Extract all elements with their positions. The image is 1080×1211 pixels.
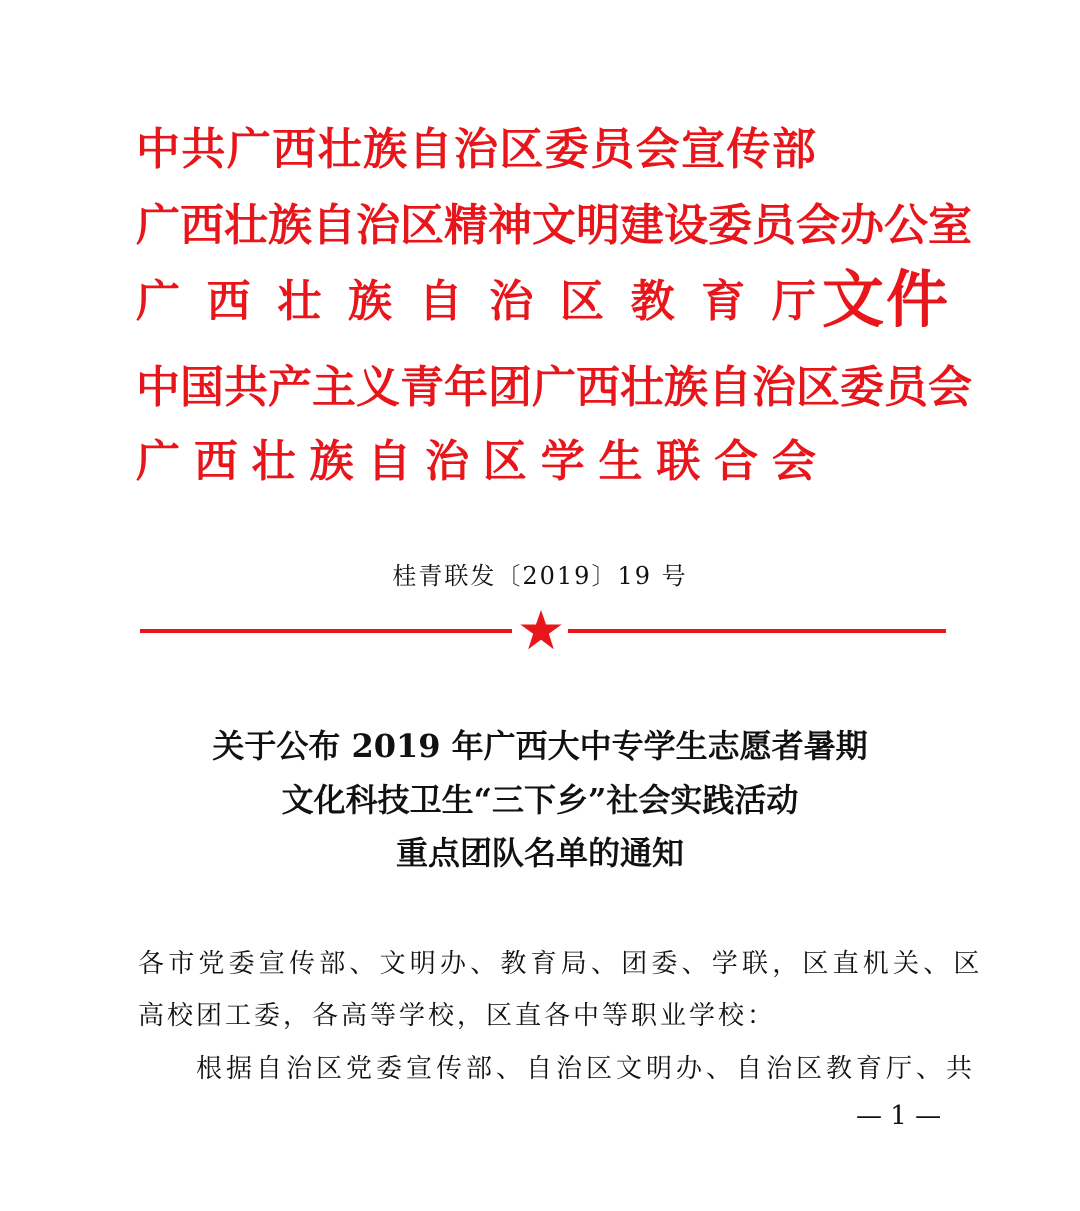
issuer-char: 国: [180, 362, 224, 413]
issuer-char: 自: [312, 200, 356, 251]
issuer-char: 员: [590, 124, 635, 175]
issuer-char: 明: [576, 200, 620, 251]
issuer-char: 西: [576, 362, 620, 413]
issuer-char: 族: [347, 276, 392, 327]
notice-title-line: 重点团队名单的通知: [395, 834, 684, 872]
issuer-line-civilization-office: [136, 196, 972, 256]
issuer-char: 族: [664, 362, 708, 413]
issuer-char: 义: [356, 362, 400, 413]
issuer-char: 广: [136, 436, 180, 487]
issuer-char: 室: [928, 200, 972, 251]
issuer-char: 自: [418, 276, 463, 327]
issuer-char: 治: [489, 276, 534, 327]
issuer-char: 教: [630, 276, 675, 327]
issuer-line-publicity-dept: [136, 120, 816, 180]
issuer-char: 壮: [317, 124, 362, 175]
issuer-char: 西: [193, 436, 238, 487]
recipients-line: 各市党委宣传部、文明办、教育局、团委、学联，区直机关、区: [138, 949, 984, 979]
issuer-char: 区: [482, 436, 527, 487]
issuer-char: 广: [136, 200, 180, 251]
issuer-char: 会: [928, 362, 972, 413]
issuer-line-education-dept: [136, 272, 816, 332]
issuer-char: 广: [136, 276, 180, 327]
document-word: 文件: [822, 263, 951, 336]
issuer-char: 壮: [620, 362, 664, 413]
issuer-char: 区: [400, 200, 444, 251]
issuer-char: 合: [714, 436, 759, 487]
issuer-char: 会: [635, 124, 680, 175]
issuer-char: 治: [425, 436, 470, 487]
issuer-char: 委: [544, 124, 589, 175]
issuer-char: 育: [701, 276, 746, 327]
issuer-char: 办: [840, 200, 884, 251]
issuer-char: 建: [620, 200, 664, 251]
issuer-line-student-union: [136, 432, 816, 492]
issuer-char: 设: [664, 200, 708, 251]
issuer-char: 治: [356, 200, 400, 251]
issuer-char: 壮: [251, 436, 296, 487]
issuer-char: 自: [367, 436, 412, 487]
issuer-char: 治: [453, 124, 498, 175]
notice-title-line: 关于公布 2019 年广西大中专学生志愿者暑期: [212, 727, 868, 765]
issuer-char: 自: [408, 124, 453, 175]
issuer-char: 联: [656, 436, 701, 487]
issuer-char: 会: [771, 436, 816, 487]
issuer-char: 区: [796, 362, 840, 413]
issuer-char: 神: [488, 200, 532, 251]
document-number: 桂青联发〔2019〕19 号: [392, 562, 688, 590]
issuer-char: 壮: [277, 276, 322, 327]
issuer-char: 员: [884, 362, 928, 413]
notice-title-line: 文化科技卫生“三下乡”社会实践活动: [281, 781, 799, 819]
issuer-char: 共: [181, 124, 226, 175]
issuer-char: 自: [708, 362, 752, 413]
issuer-char: 西: [180, 200, 224, 251]
issuer-char: 文: [532, 200, 576, 251]
issuer-char: 族: [309, 436, 354, 487]
issuer-char: 广: [532, 362, 576, 413]
recipients-line: 高校团工委，各高等学校，区直各中等职业学校：: [138, 1001, 777, 1031]
issuer-line-youth-league: [136, 358, 972, 418]
red-rule-left: [140, 629, 512, 633]
issuer-char: 区: [499, 124, 544, 175]
issuer-char: 员: [752, 200, 796, 251]
issuer-char: 宣: [681, 124, 726, 175]
red-rule-right: [568, 629, 946, 633]
issuer-char: 族: [363, 124, 408, 175]
issuer-char: 会: [796, 200, 840, 251]
issuer-char: 西: [206, 276, 251, 327]
issuer-char: 厅: [771, 276, 816, 327]
issuer-char: 壮: [224, 200, 268, 251]
page-number: — 1 —: [856, 1101, 942, 1131]
issuer-char: 治: [752, 362, 796, 413]
issuer-char: 广: [226, 124, 271, 175]
issuer-char: 青: [400, 362, 444, 413]
issuer-char: 精: [444, 200, 488, 251]
issuer-char: 族: [268, 200, 312, 251]
issuer-char: 中: [136, 124, 180, 175]
issuer-char: 部: [771, 124, 816, 175]
issuer-char: 共: [224, 362, 268, 413]
issuer-char: 生: [598, 436, 643, 487]
issuer-char: 委: [840, 362, 884, 413]
issuer-char: 西: [272, 124, 317, 175]
star-icon: [518, 608, 564, 654]
issuer-char: 委: [708, 200, 752, 251]
issuer-char: 年: [444, 362, 488, 413]
issuer-char: 产: [268, 362, 312, 413]
issuer-char: 传: [726, 124, 771, 175]
issuer-char: 区: [559, 276, 604, 327]
issuer-char: 学: [540, 436, 585, 487]
issuer-char: 中: [136, 362, 180, 413]
body-paragraph-line: 根据自治区党委宣传部、自治区文明办、自治区教育厅、共: [196, 1054, 977, 1084]
issuer-char: 公: [884, 200, 928, 251]
issuer-char: 主: [312, 362, 356, 413]
issuer-char: 团: [488, 362, 532, 413]
